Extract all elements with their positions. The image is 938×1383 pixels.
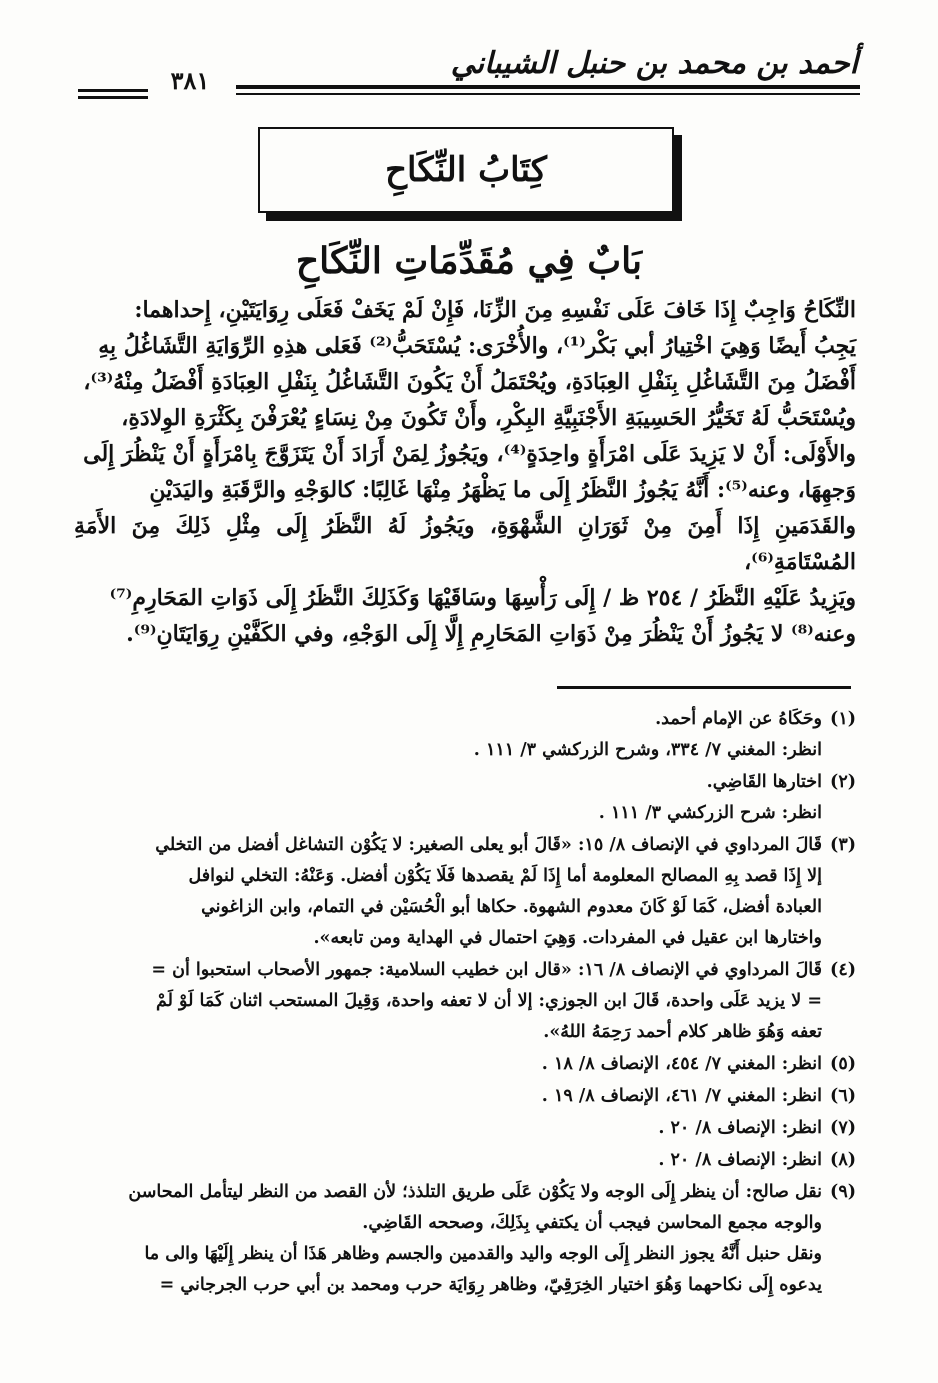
- main-text-line: أَفْضَلُ مِنَ التَّشَاغُلِ بِنَفْلِ العِبَادَةِ، ويُحْتَمَلُ أَنْ يَكُونَ التَّشَاغُلُ بِنَفْلِ العِبَادَةِ أَفْضَلُ مِنْهُ⁽³⁾،: [83, 369, 856, 395]
- footnote-line: قَالَ المرداوي في الإنصاف ٨/ ١٦: «قال ابن خطيب السلامية: جمهور الأصحاب استحبوا أن =: [151, 960, 822, 980]
- footnote-line: ونقل حنبل أَنَّهُ يجوز النظر إِلَى الوجه واليد والقدمين والجسم وظاهر هَذَا أن ينظر إِلَيْهَا والى ما: [144, 1244, 822, 1264]
- main-text-line: ويَزِيدُ عَلَيْهِ النَّظَرُ / ٢٥٤ ظ / إِلَى رَأْسِهَا وسَاقَيْهَا وَكَذَلِكَ النَّظَرُ إِلَى ذَوَاتِ المَحَارِمِ⁽⁷⁾: [109, 585, 856, 611]
- page-number-rule: [78, 96, 148, 99]
- footnote-line: واختارها ابن عقيل في المفردات. وَهِيَ احتمال في الهداية ومن تابعه».: [313, 928, 822, 948]
- footnote-line: تعفه وَهُوَ ظاهر كلام أحمد رَحِمَهُ اللهُ».: [543, 1022, 822, 1042]
- footnote-number: (١): [830, 709, 856, 729]
- footnote-line: انظر: شرح الزركشي ٣/ ١١١ .: [598, 803, 822, 823]
- footnotes: [74, 704, 856, 1302]
- footnote-number: (٩): [830, 1182, 856, 1202]
- footnote-line: قَالَ المرداوي في الإنصاف ٨/ ١٥: «قَالَ أبو يعلى الصغير: لا يَكُوْن التشاغل أفضل من التخلي: [155, 835, 822, 855]
- footnote-line: انظر: المغني ٧/ ٣٣٤، وشرح الزركشي ٣/ ١١١ .: [473, 740, 822, 760]
- footnote-line: العبادة أفضل، كَمَا لَوْ كَانَ معدوم الشهوة. حكاها أبو الْحُسَيْن في التمام، وابن الزاغوني: [201, 897, 822, 917]
- book-title: كِتَابُ النِّكَاحِ: [385, 150, 547, 190]
- chapter-title: بَابٌ فِي مُقَدِّمَاتِ النِّكَاحِ: [295, 240, 643, 282]
- footnote: [74, 704, 856, 766]
- footnote-number: (٢): [830, 772, 856, 792]
- footnote-line: = لا يزيد عَلَى واحدة، قَالَ ابن الجوزي: إلا أن لا تعفه واحدة، وَقِيلَ المستحب اثنان كَمَا لَوْ لَمْ: [155, 991, 822, 1011]
- main-text-line: ويُسْتَحَبُّ لَهُ تَخَيُّرُ الحَسِيبَةِ الأَجْنَبِيَّةِ البِكْرِ، وأَنْ تَكُونَ مِنْ نِسَاءٍ يُعْرَفْنَ بِكَثْرَةِ الوِلادَةِ،: [121, 405, 856, 431]
- page-number-rule: [78, 89, 148, 92]
- footnote-line: والوجه مجمع المحاسن فيجب أن يكتفي بِذَلِكَ، وصححه القَاضِي.: [362, 1213, 822, 1233]
- footnote: [74, 1113, 856, 1144]
- main-text-line: وَجهِهَا، وعنه⁽⁵⁾: أَنَّهُ يَجُوزُ النَّظَرُ إِلَى ما يَظْهَرُ مِنْهَا غَالِبًا: كالوَجْهِ والرَّقَبَةِ واليَدَيْنِ: [149, 477, 856, 503]
- footnote-line: انظر: الإنصاف ٨/ ٢٠ .: [658, 1118, 822, 1138]
- footnote-number: (٤): [830, 960, 856, 980]
- footnote-line: يدعوه إِلَى نكاحهما وَهُوَ اختيار الخِرَقِيّ، وظاهر رِوَايَة حرب ومحمد بن أبي حرب الجرجاني =: [159, 1275, 822, 1295]
- footnote-number: (٧): [830, 1118, 856, 1138]
- header-rule: [236, 85, 860, 95]
- footnote: [74, 1177, 856, 1301]
- footnote: [74, 767, 856, 829]
- footnote-line: انظر: المغني ٧/ ٤٦١، الإنصاف ٨/ ١٩ .: [541, 1086, 822, 1106]
- footnote-number: (٥): [830, 1054, 856, 1074]
- footnote: [74, 830, 856, 954]
- footnote: [74, 1145, 856, 1176]
- footnote-line: انظر: الإنصاف ٨/ ٢٠ .: [658, 1150, 822, 1170]
- main-text-line: النِّكَاحُ وَاجِبٌ إِذَا خَافَ عَلَى نَفْسِهِ مِنَ الزِّنَا، فَإِنْ لَمْ يَخَفْ فَعَلَى رِوَايَتَيْنِ، إِحداهما:: [134, 297, 856, 323]
- footnote: [74, 1081, 856, 1112]
- main-text-line: وعنه⁽⁸⁾ لا يَجُوزُ أَنْ يَنْظُرَ مِنْ ذَوَاتِ المَحَارِمِ إِلَّا إِلَى الوَجْهِ، وفي الكَفَّيْنِ رِوَايَتَانِ⁽⁹⁾.: [126, 621, 856, 647]
- main-text-line: والأَوْلَى: أَنْ لا يَزِيدَ عَلَى امْرَأَةٍ واحِدَةٍ⁽⁴⁾، ويَجُوزُ لِمَنْ أَرَادَ أَنْ يَتَزَوَّجَ بِامْرَأَةٍ أَنْ يَنْظُرَ إِلَى: [83, 441, 856, 467]
- footnote: [74, 955, 856, 1048]
- footnote-line: اختارها القَاضِي.: [706, 772, 822, 792]
- footnote-line: إلا إِذَا قصد بِهِ المصالح المعلومة أما إِذَا لَمْ يقصدها فَلَا يَكُوْن أفضل. وَعَنْهُ: التخلي لنوافل: [188, 866, 822, 886]
- footnote-rule: [557, 686, 851, 689]
- footnote: [74, 1049, 856, 1080]
- footnote-line: نقل صالح: أن ينظر إِلَى الوجه ولا يَكُوْن عَلَى طريق التلذذ؛ لأن القصد من النظر ليتأمل المحاسن: [128, 1182, 822, 1202]
- main-text-line: يَجِبُ أَيضًا وَهِيَ اخْتِيارُ أبي بَكْر⁽¹⁾، والأُخْرَى: يُسْتَحَبُّ⁽²⁾ فَعَلى هذِهِ الرِّوَايَةِ التَّشَاغُلُ بِهِ: [98, 333, 856, 359]
- footnote-number: (٦): [830, 1086, 856, 1106]
- main-text: [74, 292, 856, 652]
- footnote-line: انظر: المغني ٧/ ٤٥٤، الإنصاف ٨/ ١٨ .: [541, 1054, 822, 1074]
- main-text-line: والقَدَمَينِ إِذَا أَمِنَ مِنْ ثَوَرَانِ الشَّهْوَةِ، ويَجُوزُ لَهُ النَّظَرُ إِلَى مِثْلِ ذَلِكَ مِنَ الأَمَةِ المُسْتَامَةِ⁽⁶⁾،: [74, 513, 856, 575]
- footnote-number: (٨): [830, 1150, 856, 1170]
- footnote-line: وحَكَاهُ عن الإمام أحمد.: [655, 709, 822, 729]
- book-title-box: [258, 127, 674, 213]
- footnote-number: (٣): [830, 835, 856, 855]
- running-title: أحمد بن محمد بن حنبل الشيباني: [450, 46, 858, 81]
- page-number: ٣٨١: [170, 66, 210, 95]
